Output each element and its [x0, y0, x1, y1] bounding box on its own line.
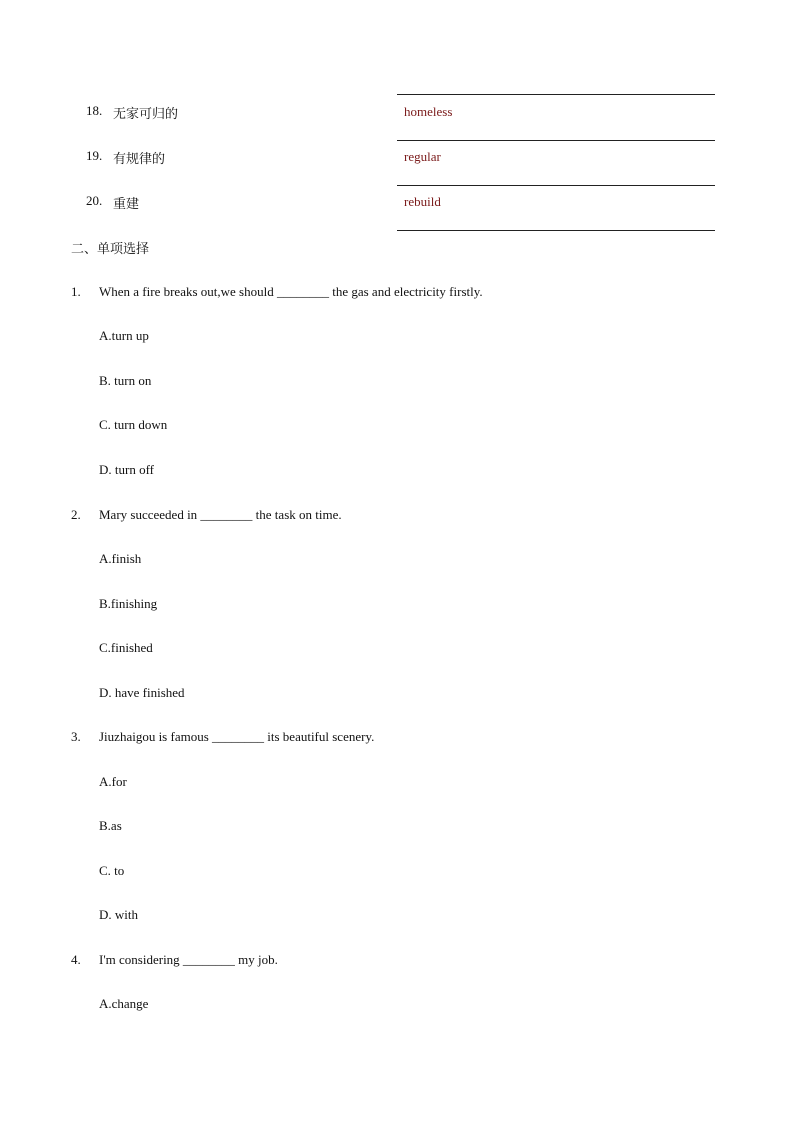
section-title: 二、单项选择: [71, 242, 150, 257]
vocab-answer: rebuild: [404, 194, 441, 209]
option-c: C.finished: [99, 640, 153, 655]
vocab-number: 20.: [86, 193, 103, 208]
answer-line: [397, 230, 715, 231]
option-d: D. with: [99, 907, 138, 922]
vocab-chinese: 重建: [113, 197, 140, 212]
question-number: 3.: [71, 729, 81, 744]
vocab-number: 18.: [86, 103, 103, 118]
question-number: 2.: [71, 507, 81, 522]
answer-line: [397, 185, 715, 186]
option-b: B. turn on: [99, 373, 152, 388]
answer-line-top: [397, 94, 715, 95]
option-c: C. turn down: [99, 417, 168, 432]
question-text: I'm considering ________ my job.: [99, 952, 278, 967]
option-c: C. to: [99, 863, 125, 878]
question-text: Jiuzhaigou is famous ________ its beautiful scenery.: [99, 729, 375, 744]
vocab-answer: regular: [404, 149, 441, 164]
vocab-answer: homeless: [404, 104, 453, 119]
option-a: A.turn up: [99, 328, 149, 343]
option-a: A.finish: [99, 551, 142, 566]
question-text: Mary succeeded in ________ the task on time.: [99, 507, 342, 522]
option-b: B.finishing: [99, 596, 158, 611]
option-d: D. turn off: [99, 462, 155, 477]
question-number: 4.: [71, 952, 81, 967]
option-a: A.change: [99, 996, 149, 1011]
option-d: D. have finished: [99, 685, 185, 700]
answer-line: [397, 140, 715, 141]
vocab-number: 19.: [86, 148, 103, 163]
vocab-chinese: 无家可归的: [113, 107, 179, 122]
option-a: A.for: [99, 774, 127, 789]
vocab-chinese: 有规律的: [113, 152, 166, 167]
question-number: 1.: [71, 284, 81, 299]
question-text: When a fire breaks out,we should ________ the gas and electricity firstly.: [99, 284, 483, 299]
option-b: B.as: [99, 818, 122, 833]
